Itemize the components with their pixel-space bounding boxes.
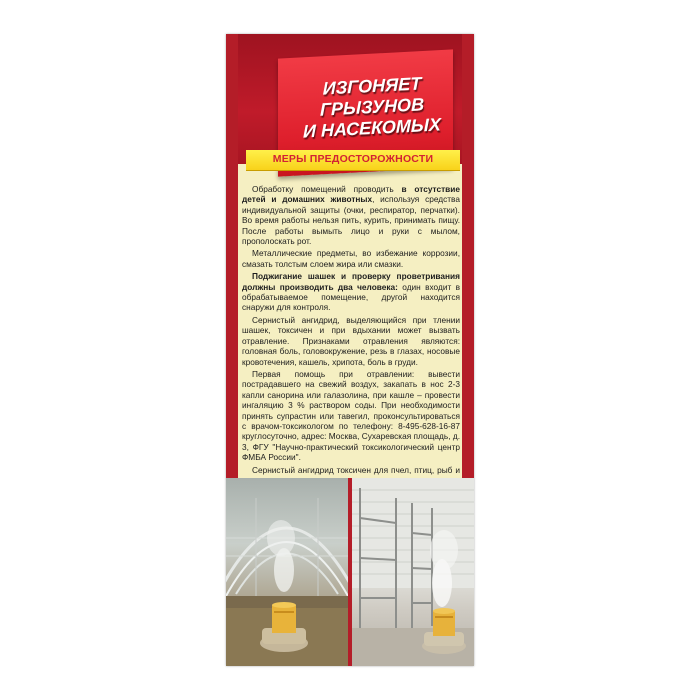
headline-line-1: ИЗГОНЯЕТ [322, 73, 422, 99]
precautions-text [242, 184, 460, 510]
shelves-illustration [352, 478, 474, 666]
storage-shelves-smoke-photo [352, 478, 474, 666]
paragraph-1-c: , используя средства индивидуальной защиты (очки, респиратор, перчатки). Во время работы нельзя пить, курить, принимать пищу. После работы вымыть лицо и руки с мылом, прополоскать рот. [242, 194, 460, 247]
greenhouse-illustration [226, 478, 348, 666]
product-box-side-panel [226, 34, 474, 666]
section-title: МЕРЫ ПРЕДОСТОРОЖНОСТИ [272, 153, 434, 165]
paragraph-3-b: один входит в обрабатываемое помещение, другой находится снаружи для контроля. [242, 281, 460, 313]
paragraph-1-bold: в отсутствие детей и домашних животных [242, 184, 460, 205]
photo-divider [348, 478, 352, 666]
section-bar [246, 150, 460, 171]
headline [292, 72, 452, 143]
paragraph-1 [242, 184, 460, 246]
paragraph-4: Сернистый ангидрид, выделяющийся при тлении шашек, токсичен и при вдыхании может вызвать отравление. Признаками отравления являются: головная боль, головокружение, резь в глазах, носовые кровотечения, кашель, хрипота, боль в груди. [242, 314, 460, 367]
headline-line-2: ГРЫЗУНОВ [319, 94, 425, 120]
paragraph-3 [242, 271, 460, 313]
greenhouse-smoke-photo [226, 478, 348, 666]
paragraph-1-a: Обработку помещений проводить [252, 184, 402, 194]
paragraph-2: Металлические предметы, во избежание коррозии, смазать толстым слоем жира или смазки. [242, 248, 460, 269]
paragraph-3-bold: Поджигание шашек и проверку проветривания должны производить два человека: [242, 271, 460, 292]
paragraph-5: Первая помощь при отравлении: вывести пострадавшего на свежий воздух, закапать в нос 2-3 капли санорина или галазолина, при кашле – провести ингаляцию 3 % раствором соды. При необходимости принять супрастин или тавегил, проконсультироваться с врачом-токсикологом по телефону: 8-495-628-16-87 круглосуточно, адрес: Москва, Сухаревская площадь, д. 3, ФГУ "Научно-практический токсикологический центр ФМБА России". [242, 368, 460, 463]
paragraph-6: Сернистый ангидрид токсичен для пчел, птиц, рыб и [252, 464, 460, 475]
headline-line-3: И НАСЕКОМЫХ [303, 114, 441, 142]
